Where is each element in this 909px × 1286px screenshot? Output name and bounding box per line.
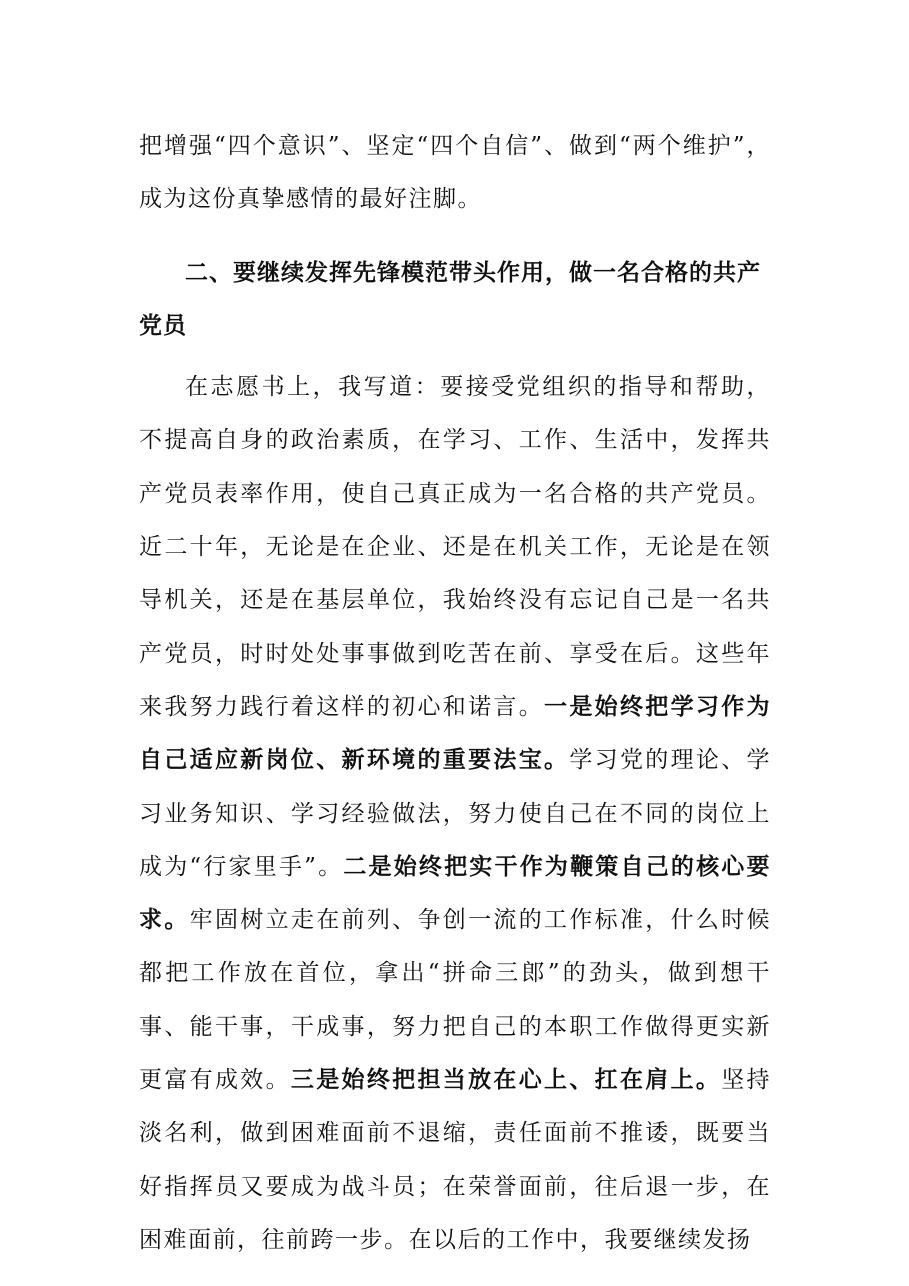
paragraph-intro: 在志愿书上，我写道：要接受党组织的指导和帮助，不提高自身的政治素质，在学习、工作、生活中，发挥共产党员表率作用，使自己真正成为一名合格的共产党员。近二十年，无论是在企业、还是在机关工作，无论是在领导机关，还是在基层单位，我始终没有忘记自己是一名共产党员，时时处处事事做到吃苦在前、享受在后。这些年来我努力践行着这样的初心和诺言。 xyxy=(139,374,771,720)
point-3-heading: 三是始终把担当放在心上、扛在肩上。 xyxy=(290,1067,722,1094)
paragraph-continuation xyxy=(139,120,771,227)
point-1-heading: 一是始终把学习作为自己适应新岗位、新环境的重要法宝。 xyxy=(139,693,771,774)
point-1-text: 学习党的理论、学习业务知识、学习经验做法，努力使自己在不同的岗位上成为“行家里手”。 xyxy=(139,747,771,880)
point-3-text: 坚持淡名利，做到困难面前不退缩，责任面前不推诿，既要当好指挥员又要成为战斗员；在荣誉面前，往后退一步，在困难面前，往前跨一步。在以后的工作中，我要继续发扬 xyxy=(139,1067,771,1253)
paragraph-body xyxy=(139,361,771,1267)
point-2-text: 牢固树立走在前列、争创一流的工作标准，什么时候都把工作放在首位，拿出“拼命三郎”的劲头，做到想干事、能干事，干成事，努力把自己的本职工作做得更实新更富有成效。 xyxy=(139,907,771,1094)
document-page xyxy=(139,120,771,1267)
section-heading xyxy=(139,247,771,354)
point-2-heading: 二是始终把实干作为鞭策自己的核心要求。 xyxy=(139,853,771,934)
paragraph-text: 把增强“四个意识”、坚定“四个自信”、做到“两个维护”，成为这份真挚感情的最好注脚。 xyxy=(139,133,771,213)
section-heading-text: 二、要继续发挥先锋模范带头作用，做一名合格的共产党员 xyxy=(139,259,761,339)
